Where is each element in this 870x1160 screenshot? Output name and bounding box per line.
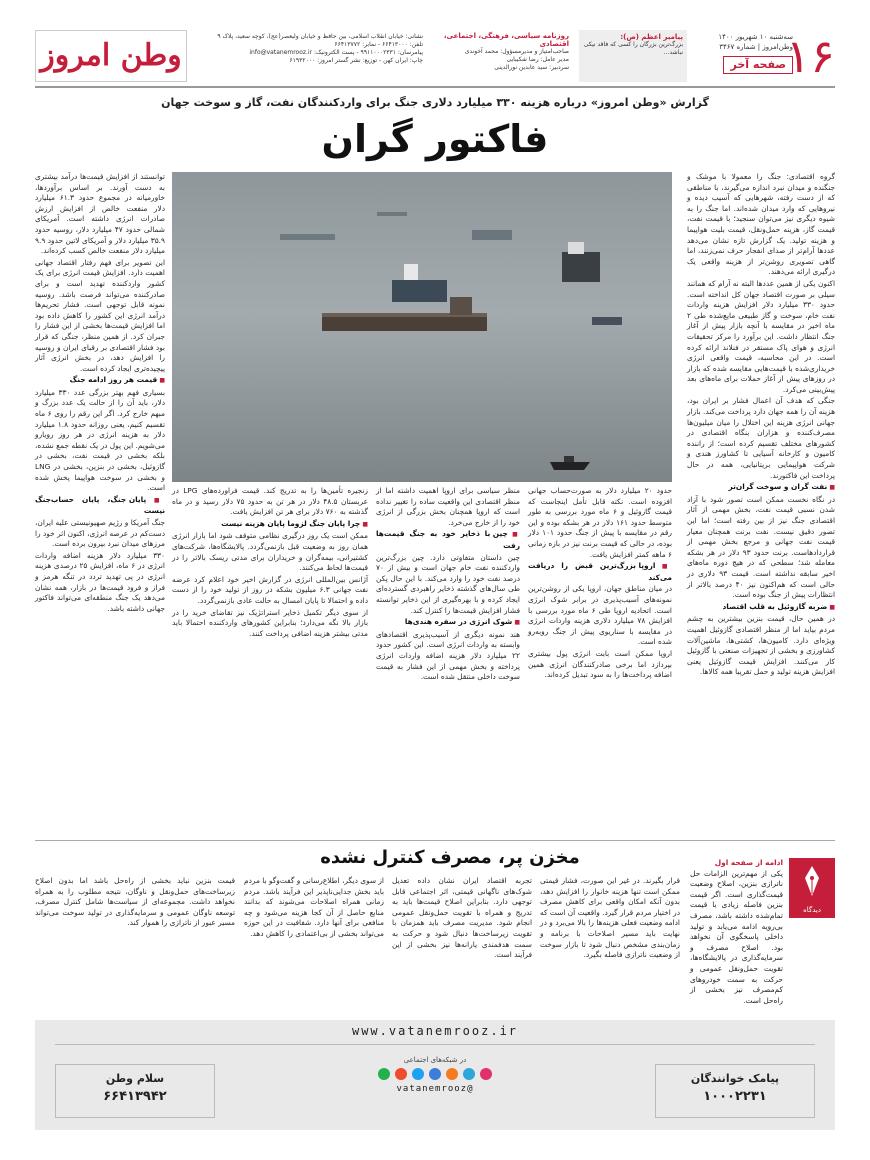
salam-vatan-number: ۶۶۴۱۳۹۴۲: [103, 1089, 167, 1104]
date-block: [693, 30, 793, 82]
newspaper-logo: وطن امروز: [35, 30, 187, 82]
salam-vatan-title: سلام وطن: [105, 1072, 165, 1085]
contact-line: نشانی: خیابان انقلاب اسلامی، بین حافظ و خیابان ولیعصر(عج)، کوچه سعید، پلاک ۹: [217, 33, 423, 40]
article-column-mid-2: [376, 486, 520, 834]
website-url[interactable]: www.vatanemrooz.ir: [351, 1024, 519, 1038]
eitaa-icon[interactable]: [446, 1068, 458, 1080]
article-column-left: [35, 172, 165, 834]
paragraph: زنجیره تأمین‌ها را به تدریج کند. قیمت فراورده‌های LPG در عربستان ۴۸.۵ دلار در هر تن به حدود ۷۵ دلار رسید و در ماه گذشته به ۷۶۰ دلار برای هر تن افزایش یافت.: [172, 486, 368, 517]
opinion-title: ادامه از صفحه اول: [714, 858, 783, 867]
header-divider: [35, 86, 835, 88]
instagram-icon[interactable]: [480, 1068, 492, 1080]
paragraph: اکنون یکی از همین عددها البته نه آرام که همانند سیلی بر صورت اقتصاد جهان کل انداخته است. حدود ۳۳۰ میلیارد دلار افزایش هزینه واردات نفت خام، سوخت و گاز طبیعی مایع‌شده طی ۲ ماه اخیر در مقایسه با آنچه بازار پیش از آغاز جنگ انتظار داشت. این برآورد را مرکز تحقیقات انرژی و هوای پاک مستقر در فنلاند ارائه کرده است. در این محاسبه، قیمت واقعی انرژی خریداری‌شده با قیمت‌هایی مقایسه شده که بازار در روزهای پیش از آغاز حملات برای ماه‌های بعد پیش‌بینی می‌کرد.: [687, 278, 835, 394]
subheading: ■ قیمت هر روز ادامه جنگ: [35, 375, 165, 387]
article-kicker: گزارش «وطن امروز» درباره هزینه ۳۳۰ میلیارد دلاری جنگ برای واردکنندگان نفت، گاز و سوخت جهان: [161, 96, 709, 109]
contact-info: [209, 30, 427, 82]
social-icons: [285, 1068, 585, 1080]
second-headline: مخزن پر، مصرف کنترل نشده: [320, 847, 580, 868]
soroush-icon[interactable]: [429, 1068, 441, 1080]
telegram-icon[interactable]: [463, 1068, 475, 1080]
social-label: در شبکه‌های اجتماعی: [403, 1056, 467, 1064]
second-column-2: تجربه اقتصاد ایران نشان داده تعدیل شوک‌های ناگهانی قیمتی، اثر اجتماعی قابل توجهی دارد. بنابراین اصلاح قیمت‌ها باید به تدریج و همراه با تقویت حمل‌ونقل عمومی انجام شود. مدیریت مصرف باید همزمان با تقویت زیرساخت‌ها دنبال شود و حرکت به سمت هدفمندی یارانه‌ها نیز بخشی از این فرآیند است.: [392, 876, 532, 960]
tanker-photo: [172, 172, 672, 482]
masthead-line: سردبیر: سید عابدین نورالدینی: [494, 64, 569, 71]
paragraph: جنگی که هدف آن اعمال فشار بر ایران بود، هزینه آن را همه جهان دارد پرداخت می‌کند. بازار جهانی انرژی هزینه این اختلال را میان میلیون‌ها مصرف‌کننده و هزاران بنگاه اقتصادی در کشورهای مختلف تقسیم کرده است؛ از راننده کامیون و کارخانه آسیایی تا کشاورز هندی و شرکت هواپیمایی بریتانیایی، همه در حال پرداخت این فاکتورند.: [687, 396, 835, 480]
paragraph: توانستند از افزایش قیمت‌ها درآمد بیشتری به دست آورند. بر اساس برآوردها، خاورمیانه در مجموع حدود ۶۱.۳ میلیارد دلار منفعت خالص از افزایش ارزش صادرات انرژی داشته است. آمریکای شمالی حدود ۴۷ میلیارد دلار، روسیه حدود ۳۵.۹ میلیارد دلار و آمریکای لاتین حدود ۹.۹ میلیارد دلار منفعت خالص کسب کرده‌اند.: [35, 172, 165, 256]
article-column-mid-1: [528, 486, 672, 834]
masthead-header: [35, 30, 835, 82]
paragraph: در نگاه نخست ممکن است تصور شود با آزاد شدن نسبی قیمت نفت، بخش مهمی از آثار اقتصادی جنگ نیز از بین رفته است؛ اما این تصور دقیق نیست. نفت برنت همچنان معیار قیمت نفت جهانی و مرجع بخش مهمی از قراردادهاست. برنت حدود ۹۳ دلار در هر بشکه معامله شد؛ سطحی که در هیچ دوره ماه‌های اخیر سابقه نداشته است. قیمت ۹۳ دلاری در حالی است که هم‌اکنون نیز ۴۰ درصد بالاتر از انتظارات پیش از جنگ بوده است.: [687, 494, 835, 600]
paragraph: حدود ۲۰ میلیارد دلار به صورت‌حساب جهانی افزوده است. نکته قابل تأمل اینجاست که قیمت گازوئیل و ۶ ماه مورد بررسی به طور متوسط حدود ۱۶۱ دلار در هر بشکه بوده و این رقم در مقایسه با پیش از جنگ حدود ۱۰۱ دلار بوده، در حالی که قیمت برنت نیز در بازه زمانی ۶ ماهه کمتر افزایش یافت.: [528, 486, 672, 559]
page-number: ۱۶: [785, 29, 835, 83]
pen-icon: [799, 864, 825, 898]
paragraph: ممکن است یک روز درگیری نظامی متوقف شود اما بازار انرژی همان روز به وضعیت قبل بازنمی‌گردد. پالایشگاه‌ها، شرکت‌های کشتیرانی، بیمه‌گران و خریداران برای مدتی ریسک بالاتر را در قیمت‌ها لحاظ می‌کنند.: [172, 531, 368, 573]
opinion-body: یکی از مهم‌ترین الزامات حل ناترازی بنزین، اصلاح وضعیت قیمت‌گذاری است. اگر قیمت بنزین فاصله زیادی با قیمت تمام‌شده داشته باشد، مصرف بی‌رویه ادامه می‌یابد و تولید داخلی پاسخگوی آن نخواهد بود. اصلاح مصرف و سرمایه‌گذاری در پالایشگاه‌ها، تقویت حمل‌ونقل عمومی و حرکت به سمت خودروهای کم‌مصرف نیز بخشی از راه‌حل است.: [690, 868, 783, 1005]
twitter-icon[interactable]: [412, 1068, 424, 1080]
masthead-info: [433, 30, 573, 82]
second-column-4: قیمت بنزین نباید بخشی از راه‌حل باشد اما بدون اصلاح زیرساخت‌های حمل‌ونقل و ناوگان، نتیجه مطلوب را به همراه نخواهد داشت. مجموعه‌ای از سیاست‌ها شامل کنترل مصرف، توسعه ناوگان عمومی و سرمایه‌گذاری در تولید سوخت می‌تواند مسیر عبور از ناترازی را هموار کند.: [35, 876, 235, 928]
section-divider: [35, 840, 835, 841]
aparat-icon[interactable]: [395, 1068, 407, 1080]
paragraph: در میان مناطق جهان، اروپا یکی از روشن‌ترین نمونه‌های آسیب‌پذیری در برابر شوک انرژی است. اتحادیه اروپا طی ۶ ماه مورد بررسی با افزایش ۷۸ میلیارد دلاری هزینه واردات انرژی در مقایسه با سناریوی پیش از جنگ روبه‌رو شده است.: [528, 584, 672, 647]
footer-divider: [55, 1044, 815, 1045]
contact-line: پیامرسان: ۹۹۱۱۰۰۰۲۳۳۱ - پست الکترونیک: info@vatanemrooz.ir: [249, 49, 423, 56]
subheading: ■ پایان جنگ، پایان حساب‌جنگ نیست: [35, 495, 165, 517]
paragraph: هند نمونه دیگری از آسیب‌پذیری اقتصادهای وابسته به واردات انرژی است. این کشور حدود ۲۲ میلیارد دلار هزینه اضافه واردات انرژی پرداخته و بخش مهمی از این فشار به قیمت سوخت داخلی منتقل شده است.: [376, 629, 520, 682]
social-handle[interactable]: @vatanemrooz: [396, 1084, 474, 1094]
opinion-block: [690, 858, 835, 1005]
opinion-badge: [789, 858, 835, 918]
issue-number: وطن‌امروز | شماره ۳۴۶۷: [719, 43, 793, 51]
subheading: ■ ضربه گازوئیل به قلب اقتصاد: [687, 602, 835, 614]
subheading: ■ چین با ذخایر خود به جنگ قیمت‌ها رفت: [376, 529, 520, 551]
sms-box: [655, 1064, 815, 1118]
subheading: ■ چرا پایان جنگ لزوما پایان هزینه نیست: [172, 519, 368, 531]
masthead-line: صاحب‌امتیاز و مدیرمسؤول: محمد آخوندی: [464, 48, 569, 55]
footer-bar: [35, 1020, 835, 1130]
paragraph: اروپا ممکن است بابت انرژی پول بیشتری بپردازد اما برخی صادرکنندگان انرژی همین اضافه پرداخت‌ها را به سود تبدیل کرده‌اند.: [528, 648, 672, 680]
salam-vatan-box: [55, 1064, 215, 1118]
social-block: [285, 1056, 585, 1094]
paragraph: جنگ آمریکا و رژیم صهیونیستی علیه ایران، دست‌کم در عرصه انرژی، اکنون اثر خود را مرزهای میدان نبرد بیرون برده است.: [35, 518, 165, 549]
issue-date: سه‌شنبه ۱۰ شهریور ۱۴۰۰: [718, 33, 793, 41]
sms-title: پیامک خوانندگان: [690, 1072, 780, 1085]
hadith-text: بزرگ‌ترین بزرگان را کسی که فاقد نیکی نباشد...: [583, 41, 683, 56]
contact-line: چاپ: ایران کهن - توزیع: نشر گستر امروز: ۶۱۹۳۲۰۰۰: [289, 57, 423, 64]
second-column-1: قرار بگیرند. در غیر این صورت، فشار قیمتی ممکن است تنها هزینه خانوار را افزایش دهد، بدون آنکه امکان واقعی برای کاهش مصرف در اختیار مردم قرار گیرد. واقعیت آن است که ادامه وضعیت فعلی هزینه‌ها را بالا می‌برد و در نهایت باید مسیر اصلاحات با برنامه و زمان‌بندی مشخص دنبال شود تا بازار سوخت از وضعیت ناترازی فاصله بگیرد.: [540, 876, 680, 960]
contact-line: تلفن: ۶۶۴۱۳۰۰۰ - نمابر: ۶۶۴۱۳۷۷۲: [334, 41, 423, 48]
hadith-title: پیامبر اعظم (ص):: [620, 33, 683, 41]
tanker-photo-image: [172, 172, 672, 482]
paragraph: بسیاری فهم بهتر بزرگی عدد ۳۳۰ میلیارد دلار، باید آن را از حالت یک عدد بزرگ و مبهم خارج کرد. اگر این رقم را روی ۶ ماه تقسیم کنیم، یعنی روزانه حدود ۱.۸ میلیارد دلار به هزینه انرژی در هر روز رویارو می‌شویم. این پول در یک نقطه جمع نشده، بلکه بخشی در قیمت نفت، بخشی در گازوئیل، بخشی در بنزین، بخشی در LNG و بخشی در سوخت هواپیما پخش شده است.: [35, 387, 165, 493]
article-column-mid-3: [172, 486, 368, 834]
subheading: ■ اروپا بزرگ‌ترین قبض را دریافت می‌کند: [528, 561, 672, 583]
hadith-box: [579, 30, 687, 82]
paragraph: در همین حال، قیمت بنزین بیشترین به چشم مردم بیاید اما از منظر اقتصادی گازوئیل اهمیت ویژه‌ای دارد. کامیون‌ها، کشتی‌ها، ماشین‌آلات کشاورزی و بخشی از تجهیزات صنعتی با گازوئیل کار می‌کنند. افزایش قیمت گازوئیل یعنی افزایش هزینه تولید و حمل تقریبا همه کالاها.: [687, 614, 835, 677]
paragraph: آژانس بین‌المللی انرژی در گزارش اخیر خود اعلام کرد عرضه نفت جهانی ۶.۳ میلیون بشکه در روز از تولید خود را از دست داده و احتمالا تا پایان امسال به حالت عادی بازنمی‌گردد.: [172, 574, 368, 605]
opinion-text: [690, 858, 783, 1006]
paragraph: منظر سیاسی برای اروپا اهمیت داشته اما از منظر اقتصادی این واقعیت ساده را تغییر نداده است که اروپا همچنان بخش بزرگی از انرژی خود را از خارج می‌خرد.: [376, 486, 520, 527]
subheading: ■ شوک انرژی در سفره هندی‌ها: [376, 617, 520, 629]
opinion-label: دیدگاه: [803, 906, 821, 914]
sms-number: ۱۰۰۰۲۲۳۱: [703, 1089, 767, 1104]
paragraph: گروه اقتصادی: جنگ را معمولا با موشک و جنگنده و میدان نبرد اندازه می‌گیرند، با مناطقی که از دست رفته، شهرهایی که آسیب دیده و نیروهایی که وارد میدان شده‌اند. اما جنگ را به شیوه دیگری نیز می‌توان سنجید؛ با قیمت نفت، قیمت گاز، هزینه حمل‌ونقل، قیمت بلیت هواپیما و هزینه تولید. یک گزارش تازه نشان می‌دهد عددها آرام‌تر از صدای انفجار حرف نمی‌زنند، اما گاهی تصویری روشن‌تر از هزینه واقعی یک درگیری ارائه می‌دهند.: [687, 172, 835, 277]
second-column-3: از سوی دیگر، اطلاع‌رسانی و گفت‌وگو با مردم باید بخش جدایی‌ناپذیر این فرآیند باشد. مردم زمانی همراه اصلاحات می‌شوند که بدانند منابع حاصل از آن کجا هزینه می‌شود و چه منافعی برای آنها دارد. شفافیت در این حوزه می‌تواند بخشی از بی‌اعتمادی را کاهش دهد.: [244, 876, 384, 938]
subheading: ■ نفت گران و سوخت گران‌تر: [687, 482, 835, 494]
paragraph: ۳۳۰ میلیارد دلار هزینه اضافه واردات انرژی در ۶ ماه، افزایش ۲۵ درصدی هزینه انرژی در پی تهدید تردد در تنگه هرمز و فراز و فرود قیمت‌ها در بازار، همه نشان می‌دهد یک جنگ منطقه‌ای می‌تواند فاکتور جهانی داشته باشد.: [35, 550, 165, 613]
section-badge: صفحه آخر: [723, 56, 793, 74]
masthead-line: مدیر عامل: رضا شکیبایی: [506, 56, 569, 63]
article-headline: فاکتور گران: [321, 117, 549, 161]
bale-icon[interactable]: [378, 1068, 390, 1080]
masthead-title: روزنامه سیاسی، فرهنگی، اجتماعی، اقتصادی: [443, 32, 569, 48]
paragraph: از سوی دیگر تکمیل ذخایر استراتژیک نیز تقاضای خرید را در بازار بالا نگه می‌دارد؛ بنابراین کشورهای واردکننده احتمالا باید مدتی بیشتر هزینه اضافی پرداخت کنند.: [172, 607, 368, 638]
paragraph: این تصویر برای فهم رفتار اقتصاد جهانی اهمیت دارد. افزایش قیمت انرژی برای یک کشور واردکننده تهدید است و برای صادرکننده می‌تواند فرصت باشد. روسیه نمونه قابل توجهی است. فشار تحریم‌ها درآمد انرژی این کشور را کاهش داده بود اما افزایش قیمت‌ها بخشی از این فشار را جبران کرد. از همین منظر، جنگی که قرار بود فشار اقتصادی بر رقبای ایران و روسیه را افزایش دهد، در بخش انرژی آثار پیچیده‌تری ایجاد کرده است.: [35, 257, 165, 373]
article-column-1: [687, 172, 835, 834]
paragraph: چین داستان متفاوتی دارد. چین بزرگ‌ترین واردکننده نفت خام جهان است و بیش از ۷۰ درصد نفت خود را وارد می‌کند. با این حال پکن طی سال‌های گذشته ذخایر راهبردی گسترده‌ای ایجاد کرده و با بهره‌گیری از این ذخایر توانسته فشار افزایش قیمت‌ها را کنترل کند.: [376, 552, 520, 615]
